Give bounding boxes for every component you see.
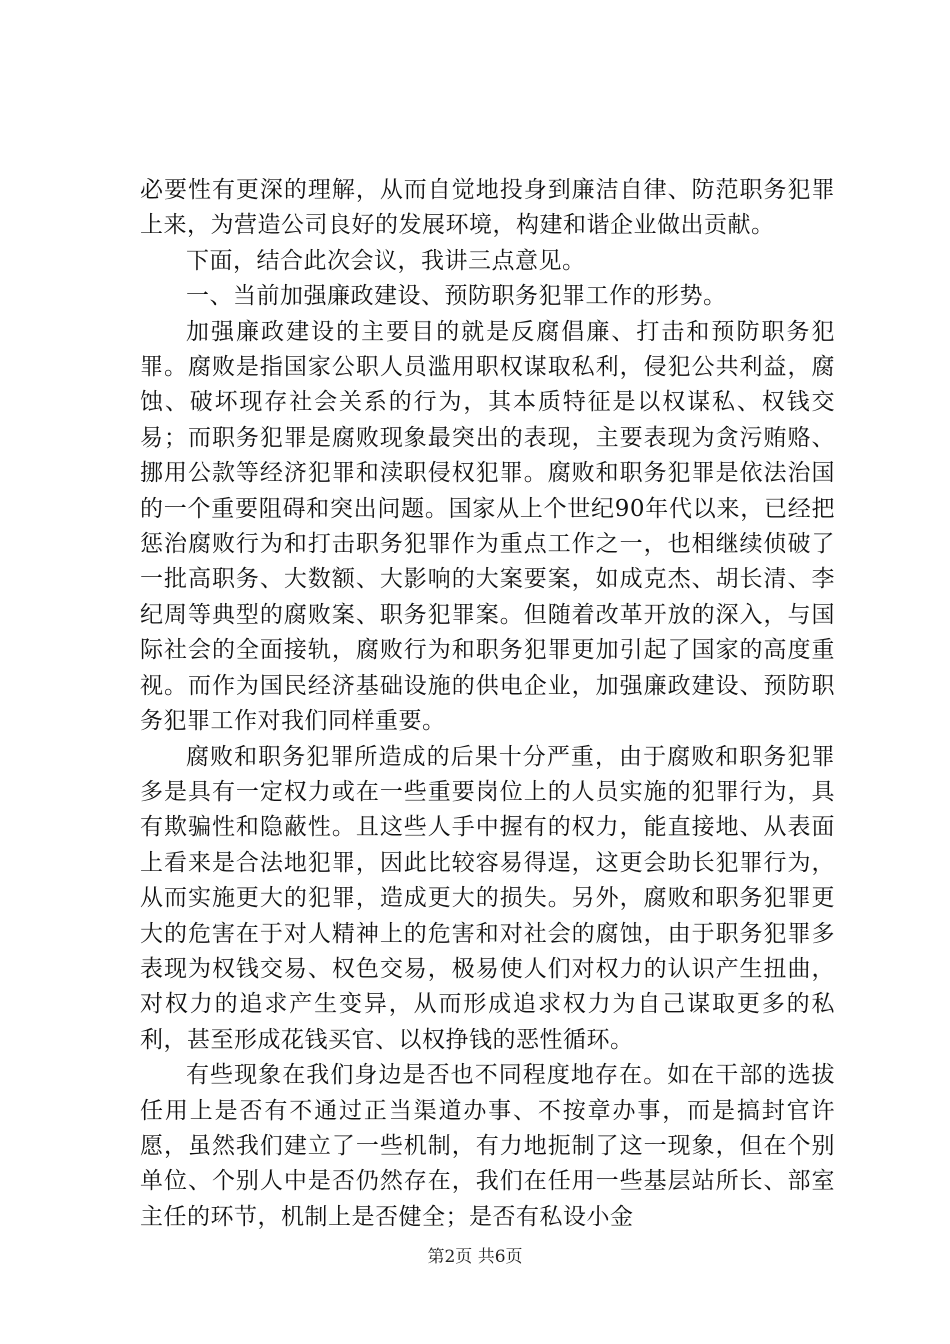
paragraph-4: 加强廉政建设的主要目的就是反腐倡廉、打击和预防职务犯罪。腐败是指国家公职人员滥用职权谋取私利，侵犯公共利益，腐蚀、破坏现存社会关系的行为，其本质特征是以权谋私、权钱交易；而职务犯罪是腐败现象最突出的表现，主要表现为贪污贿赂、挪用公款等经济犯罪和渎职侵权犯罪。腐败和职务犯罪是依法治国的一个重要阻碍和突出问题。国家从上个世纪90年代以来，已经把惩治腐败行为和打击职务犯罪作为重点工作之一，也相继续侦破了一批高职务、大数额、大影响的大案要案，如成克杰、胡长清、李纪周等典型的腐败案、职务犯罪案。但随着改革开放的深入，与国际社会的全面接轨，腐败行为和职务犯罪更加引起了国家的高度重视。而作为国民经济基础设施的供电企业，加强廉政建设、预防职务犯罪工作对我们同样重要。 <box>140 318 835 735</box>
document-body <box>140 173 835 1235</box>
paragraph-5: 腐败和职务犯罪所造成的后果十分严重，由于腐败和职务犯罪多是具有一定权力或在一些重要岗位上的人员实施的犯罪行为，具有欺骗性和隐蔽性。且这些人手中握有的权力，能直接地、从表面上看来是合法地犯罪，因此比较容易得逞，这更会助长犯罪行为，从而实施更大的犯罪，造成更大的损失。另外，腐败和职务犯罪更大的危害在于对人精神上的危害和对社会的腐蚀，由于职务犯罪多表现为权钱交易、权色交易，极易使人们对权力的认识产生扭曲，对权力的追求产生变异，从而形成追求权力为自己谋取更多的私利，甚至形成花钱买官、以权挣钱的恶性循环。 <box>140 743 835 1053</box>
paragraph-3-section-heading: 一、当前加强廉政建设、预防职务犯罪工作的形势。 <box>186 283 727 310</box>
paragraph-1: 必要性有更深的理解，从而自觉地投身到廉洁自律、防范职务犯罪上来，为营造公司良好的发展环境，构建和谐企业做出贡献。 <box>140 177 835 239</box>
paragraph-6: 有些现象在我们身边是否也不同程度地存在。如在干部的选拔任用上是否有不通过正当渠道办事、不按章办事，而是搞封官许愿，虽然我们建立了一些机制，有力地扼制了这一现象，但在个别单位、个别人中是否仍然存在，我们在任用一些基层站所长、部室主任的环节，机制上是否健全；是否有私设小金 <box>140 1062 835 1230</box>
paragraph-2: 下面，结合此次会议，我讲三点意见。 <box>186 247 586 274</box>
page-footer: 第2页 共6页 <box>427 1247 523 1267</box>
